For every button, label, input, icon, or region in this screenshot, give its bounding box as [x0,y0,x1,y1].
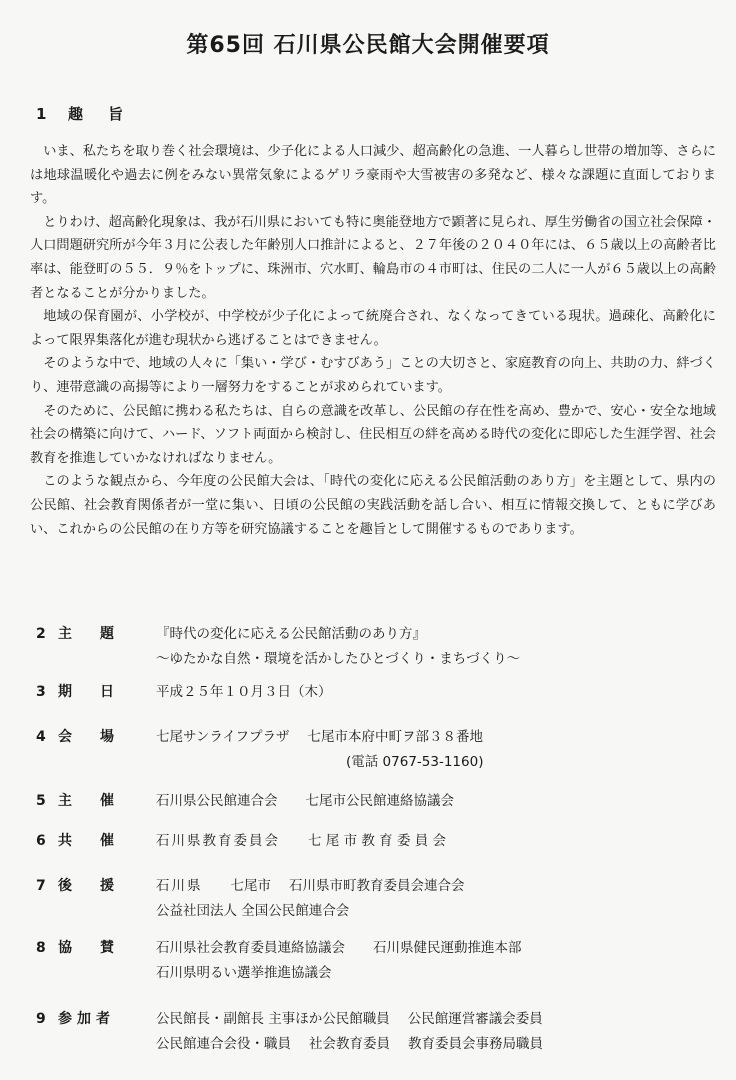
item-label: 5 主 催 [36,793,114,809]
item-label: 2 主 題 [36,626,114,642]
section-1-heading-char-2: 旨 [108,105,124,123]
venue-address: 七尾市本府中町ヲ部３８番地 [307,729,484,745]
section-1-heading-char-1: 趣 [68,105,84,123]
item-label: 6 共 催 [36,833,114,849]
venue-name: 七尾サンライフプラザ [156,729,290,745]
item-value [156,874,716,924]
supporter-name: 石川県市町教育委員会連合会 [289,878,465,894]
co-organizer-name: 石川県教育委員会 [156,833,280,849]
section-1-number: 1 [36,105,47,123]
participant-group: 社会教育委員 [309,1036,390,1052]
purpose-paragraph: とりわけ、超高齢化現象は、我が石川県においても特に奥能登地方で顕著に見られ、厚生労働省の国立社会保障・人口問題研究所が今年３月に公表した年齢別人口推計によると、２７年後の２０４０年には、６５歳以上の高齢者比率は、能登町の５５．９％をトップに、珠洲市、穴水町、輪島市の４市町は、住民の二人に一人が６５歳以上の高齢者となることが分かりました。 [30,214,717,301]
document-title: 第65回 石川県公民館大会開催要項 [186,33,550,58]
organizer-name: 七尾市公民館連絡協議会 [305,793,454,809]
sponsor-name: 石川県明るい選挙推進協議会 [156,965,332,981]
section-1-heading [36,103,123,124]
purpose-paragraph: そのために、公民館に携わる私たちは、自らの意識を改革し、公民館の存在性を高め、豊かで、安心・安全な地域社会の構築に向けて、ハード、ソフト両面から検討し、住民相互の絆を高める時代の変化に即応した生涯学習、社会教育を推進していかなければなりません。 [30,403,716,466]
item-value [156,622,716,672]
item-value [156,936,716,986]
purpose-paragraph: いま、私たちを取り巻く社会環境は、少子化による人口減少、超高齢化の急進、一人暮らし世帯の増加等、さらには地球温暖化や過去に例をみない異常気象によるゲリラ豪雨や大雪被害の多発など、様々な課題に直面しております。 [30,144,716,207]
item-label: 4 会 場 [36,729,114,745]
participant-group: 主事ほか公民館職員 [268,1011,390,1027]
purpose-paragraph: このような観点から、今年度の公民館大会は、「時代の変化に応える公民館活動のあり方」を主題として、県内の公民館、社会教育関係者が一堂に集い、日頃の公民館の実践活動を話し合い、相互に情報交換して、ともに学びあい、これからの公民館の在り方等を研究協議することを趣旨として開催するものであります。 [30,474,716,537]
theme-title: 『時代の変化に応える公民館活動のあり方』 [156,626,426,642]
item-label: 8 協 賛 [36,940,114,956]
item-label: 7 後 援 [36,878,114,894]
purpose-body [30,140,716,541]
participant-group: 公民館長・副館長 [156,1011,264,1027]
item-label: 9 参加者 [36,1011,115,1027]
supporter-name: 石川県 [156,878,203,894]
item-value [156,789,716,814]
event-date: 平成２５年１０月３日（木） [156,684,332,700]
supporter-name: 公益社団法人 全国公民館連合会 [156,903,350,919]
venue-phone: (電話 0767-53-1160) [346,754,484,770]
sponsor-name: 石川県健民運動推進本部 [373,940,522,956]
item-label: 3 期 日 [36,684,114,700]
participant-group: 公民館連合会役・職員 [156,1036,291,1052]
supporter-name: 七尾市 [230,878,271,894]
sponsor-name: 石川県社会教育委員連絡協議会 [156,940,345,956]
purpose-paragraph: 地域の保育園が、小学校が、中学校が少子化によって統廃合され、なくなってきている現状。過疎化、高齢化によって限界集落化が進む現状から逃げることはできません。 [30,309,716,348]
item-value [156,829,716,854]
organizer-name: 石川県公民館連合会 [156,793,278,809]
participant-group: 教育委員会事務局職員 [408,1036,543,1052]
purpose-paragraph: そのような中で、地域の人々に「集い・学び・むすびあう」ことの大切さと、家庭教育の向上、共助の力、絆づくり、連帯意識の高揚等により一層努力をすることが求められています。 [30,356,716,395]
co-organizer-name: 七 尾 市 教 育 委 員 会 [308,833,447,849]
item-value [156,1007,716,1057]
theme-subtitle: ～ゆたかな自然・環境を活かしたひとづくり・まちづくり～ [156,651,521,667]
participant-group: 公民館運営審議会委員 [407,1011,543,1027]
item-value [156,725,716,775]
